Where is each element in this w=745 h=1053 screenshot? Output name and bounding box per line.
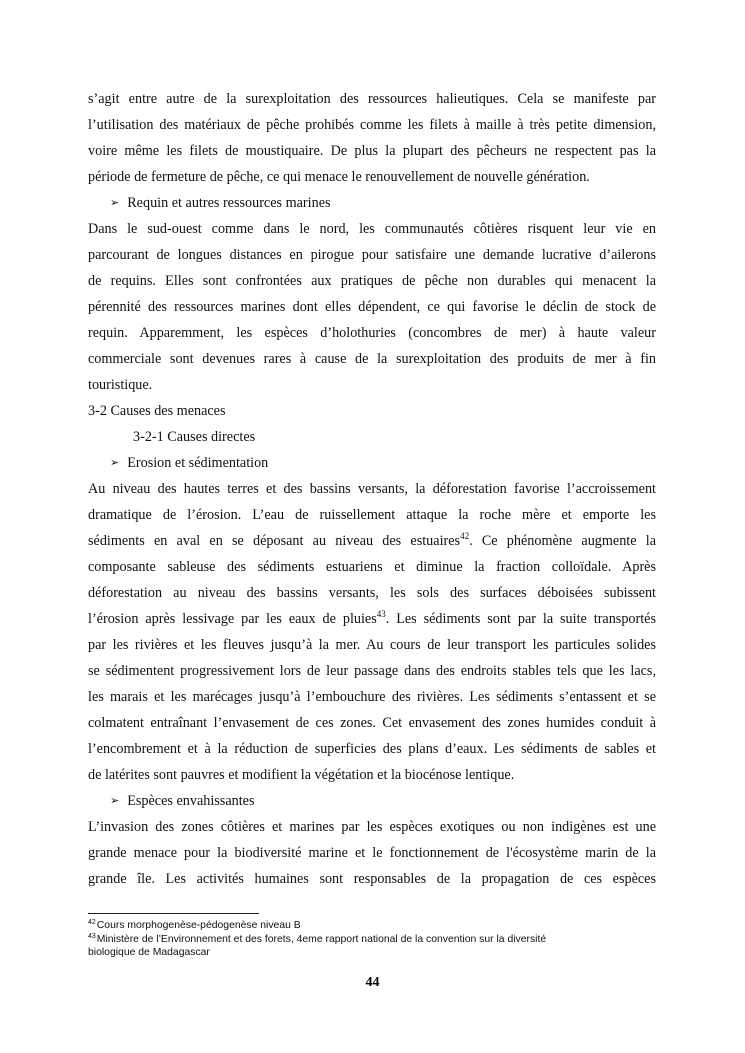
text-line: [88, 606, 656, 632]
footnote-number: 43: [88, 932, 96, 940]
text-line: requin. Apparemment, les espèces d’holothuries (concombres de mer) à haute valeur: [88, 325, 656, 341]
text-segment: . Les sédiments sont par la suite transportés: [385, 611, 656, 627]
text-line: Dans le sud-ouest comme dans le nord, les communautés côtières risquent leur vie en: [88, 221, 656, 237]
text-line: se sédimentent progressivement lors de leur passage dans des endroits stables tels que les lacs,: [88, 663, 656, 679]
footnotes: [88, 919, 656, 960]
text-line: pérennité des ressources marines dont elles dépendent, ce qui favorise le déclin de stock de: [88, 299, 656, 315]
footnote-text: biologique de Madagascar: [88, 947, 210, 959]
text-line: de requins. Elles sont confrontées aux pratiques de pêche non durables qui menacent la: [88, 273, 656, 289]
section-heading: 3-2 Causes des menaces: [88, 403, 226, 419]
text-segment: l’érosion après lessivage par les eaux de pluies: [88, 611, 377, 627]
footnote-separator: [88, 913, 259, 914]
footnote-ref-43: 43: [376, 609, 386, 619]
footnote-text: Ministère de l’Environnement et des forets, 4eme rapport national de la convention sur la diversité: [96, 933, 547, 945]
arrow-bullet-icon: ➢: [110, 794, 120, 807]
text-line: grande île. Les activités humaines sont responsables de la propagation de ces espèces: [88, 871, 656, 887]
footnote-42: [88, 919, 656, 933]
text-line: parcourant de longues distances en pirogue pour satisfaire une demande lucrative d’ailerons: [88, 247, 656, 263]
text-segment: . Ce phénomène augmente la: [469, 533, 656, 549]
text-line: composante sableuse des sédiments estuariens et diminue la fraction colloïdale. Après: [88, 559, 656, 575]
text-line: Au niveau des hautes terres et des bassins versants, la déforestation favorise l’accroissement: [88, 481, 656, 497]
bullet-label: Requin et autres ressources marines: [127, 195, 331, 211]
text-line: l’utilisation des matériaux de pêche prohibés comme les filets à maille à très petite dimension,: [88, 117, 656, 133]
text-line: grande menace pour la biodiversité marine et le fonctionnement de l'écosystème marin de la: [88, 845, 656, 861]
text-line: dramatique de l’érosion. L’eau de ruissellement attaque la roche mère et emporte les: [88, 507, 656, 523]
footnote-43-continued: [88, 946, 656, 960]
text-line: [88, 528, 656, 554]
footnote-number: 42: [88, 919, 96, 926]
bullet-heading-especes: [88, 788, 656, 814]
arrow-bullet-icon: ➢: [110, 456, 120, 469]
bullet-heading-requin: [88, 190, 656, 216]
bullet-label: Espèces envahissantes: [127, 793, 255, 809]
text-line: L’invasion des zones côtières et marines par les espèces exotiques ou non indigènes est une: [88, 819, 656, 835]
footnote-text: Cours morphogenèse-pédogenèse niveau B: [96, 920, 301, 931]
text-line: de latérites sont pauvres et modifient la végétation et la biocénose lentique.: [88, 767, 515, 783]
page-number: 44: [365, 975, 380, 990]
text-segment: sédiments en aval en se déposant au niveau des estuaires: [88, 533, 461, 549]
subsection-heading: 3-2-1 Causes directes: [133, 429, 256, 445]
bullet-label: Erosion et sédimentation: [127, 455, 269, 471]
text-line: les marais et les marécages jusqu’à l’embouchure des rivières. Les sédiments s’entassent et se: [88, 689, 656, 705]
text-line: déforestation au niveau des bassins versants, les sols des surfaces déboisées subissent: [88, 585, 656, 601]
page-body: [88, 86, 656, 892]
footnote-ref-42: 42: [460, 531, 470, 541]
text-line: période de fermeture de pêche, ce qui menace le renouvellement de nouvelle génération.: [88, 169, 590, 185]
text-line: par les rivières et les fleuves jusqu’à la mer. Au cours de leur transport les particules solides: [88, 637, 656, 653]
footnote-43: [88, 933, 656, 947]
text-line: touristique.: [88, 377, 153, 393]
bullet-heading-erosion: [88, 450, 656, 476]
text-line: l’encombrement et à la réduction de superficies des plans d’eaux. Les sédiments de sables et: [88, 741, 656, 757]
text-line: voire même les filets de moustiquaire. De plus la plupart des pêcheurs ne respectent pas la: [88, 143, 656, 159]
text-line: s’agit entre autre de la surexploitation des ressources halieutiques. Cela se manifeste par: [88, 91, 656, 107]
text-line: commerciale sont devenues rares à cause de la surexploitation des produits de mer à fin: [88, 351, 656, 367]
text-line: colmatent entraînant l’envasement de ces zones. Cet envasement des zones humides conduit à: [88, 715, 656, 731]
arrow-bullet-icon: ➢: [110, 196, 120, 209]
